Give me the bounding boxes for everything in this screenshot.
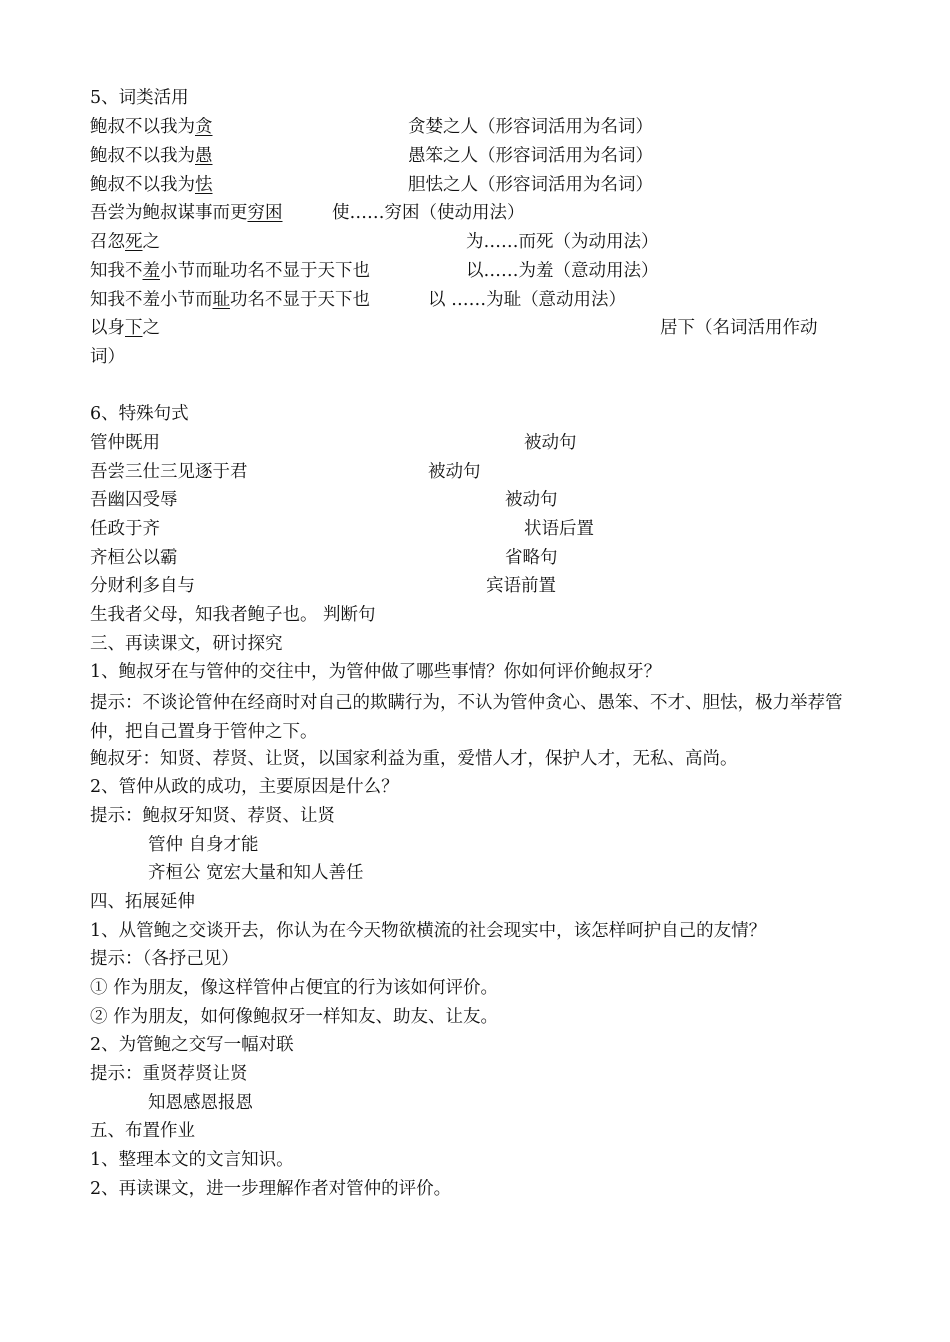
underlined-word: 羞: [142, 261, 160, 281]
underlined-word: 愚: [195, 146, 213, 166]
sentence-type: 省略句: [505, 548, 558, 568]
hint-text: 提示：鲍叔牙知贤、荐贤、让贤: [90, 806, 335, 826]
usage-note: 愚笨之人（形容词活用为名词）: [408, 146, 653, 166]
underlined-word: 下: [125, 318, 143, 338]
sentence-row: 管仲既用 被动句: [90, 433, 577, 453]
usage-row: 召忽死之 为……而死（为动用法）: [90, 232, 659, 252]
usage-note: 胆怯之人（形容词活用为名词）: [408, 175, 653, 195]
underlined-word: 怯: [195, 175, 213, 195]
usage-note: 以……为羞（意动用法）: [466, 261, 659, 281]
hint-point: ① 作为朋友，像这样管仲占便宜的行为该如何评价。: [90, 978, 499, 998]
underlined-word: 贪: [195, 117, 213, 137]
question-text: 1、鲍叔牙在与管仲的交往中，为管仲做了哪些事情？你如何评价鲍叔牙？: [90, 662, 662, 682]
usage-note: 使……穷困（使动用法）: [332, 203, 525, 223]
usage-row: 以身下之 居下（名词活用作动: [90, 318, 818, 338]
sentence-row: 任政于齐 状语后置: [90, 519, 594, 539]
sentence-row: 吾幽囚受辱 被动句: [90, 490, 558, 510]
usage-row: 鲍叔不以我为贪 贪婪之人（形容词活用为名词）: [90, 117, 653, 137]
section-5-title: 5、词类活用: [90, 88, 189, 108]
usage-row: 鲍叔不以我为怯 胆怯之人（形容词活用为名词）: [90, 175, 653, 195]
sentence-type: 状语后置: [524, 519, 594, 539]
underlined-word: 穷困: [247, 203, 283, 223]
usage-note: 为……而死（为动用法）: [466, 232, 659, 252]
evaluation-text: 鲍叔牙：知贤、荐贤、让贤，以国家利益为重，爱惜人才，保护人才，无私、高尚。: [90, 749, 738, 769]
question-text: 2、为管鲍之交写一幅对联: [90, 1035, 294, 1055]
underlined-word: 死: [125, 232, 143, 252]
sentence-row-last: 生我者父母，知我者鲍子也。 判断句: [90, 605, 376, 625]
hint-paragraph: 提示：不谈论管仲在经商时对自己的欺瞒行为，不认为管仲贪心、愚笨、不才、胆怯，极力举荐管仲，把自己置身于管仲之下。: [90, 693, 843, 742]
usage-note: 居下（名词活用作动: [660, 318, 818, 338]
usage-note-wrap: 词）: [90, 347, 125, 367]
question-text: 1、从管鲍之交谈开去，你认为在今天物欲横流的社会现实中，该怎样呵护自己的友情？: [90, 921, 767, 941]
section-five-title: 五、布置作业: [90, 1121, 195, 1141]
usage-row: 鲍叔不以我为愚 愚笨之人（形容词活用为名词）: [90, 146, 653, 166]
sentence-row: 分财利多自与 宾语前置: [90, 576, 556, 596]
sentence-type: 被动句: [524, 433, 577, 453]
hint-text: 提示：（各抒己见）: [90, 949, 239, 969]
usage-row: 吾尝为鲍叔谋事而更穷困 使……穷困（使动用法）: [90, 203, 525, 223]
hint-text: 管仲 自身才能: [148, 835, 259, 855]
sentence-row: 齐桓公以霸 省略句: [90, 548, 558, 568]
sentence-type: 宾语前置: [486, 576, 556, 596]
section-four-title: 四、拓展延伸: [90, 892, 195, 912]
usage-row: 知我不羞小节而耻功名不显于天下也 以……为羞（意动用法）: [90, 261, 659, 281]
section-6-title: 6、特殊句式: [90, 404, 189, 424]
hint-text: 提示：重贤荐贤让贤: [90, 1064, 248, 1084]
sentence-type: 被动句: [428, 462, 481, 482]
usage-row: 知我不羞小节而耻功名不显于天下也 以 ……为耻（意动用法）: [90, 290, 627, 310]
sentence-row: 吾尝三仕三见逐于君 被动句: [90, 462, 481, 482]
hint-point: ② 作为朋友，如何像鲍叔牙一样知友、助友、让友。: [90, 1007, 499, 1027]
hint-text: 知恩感恩报恩: [148, 1093, 253, 1113]
usage-note: 以 ……为耻（意动用法）: [428, 290, 627, 310]
usage-note: 贪婪之人（形容词活用为名词）: [408, 117, 653, 137]
question-text: 2、管仲从政的成功，主要原因是什么？: [90, 777, 399, 797]
homework-item: 1、整理本文的文言知识。: [90, 1150, 294, 1170]
homework-item: 2、再读课文，进一步理解作者对管仲的评价。: [90, 1179, 452, 1199]
hint-text: 齐桓公 宽宏大量和知人善任: [148, 863, 364, 883]
underlined-word: 耻: [212, 290, 230, 310]
sentence-type: 被动句: [505, 490, 558, 510]
section-three-title: 三、再读课文，研讨探究: [90, 634, 283, 654]
